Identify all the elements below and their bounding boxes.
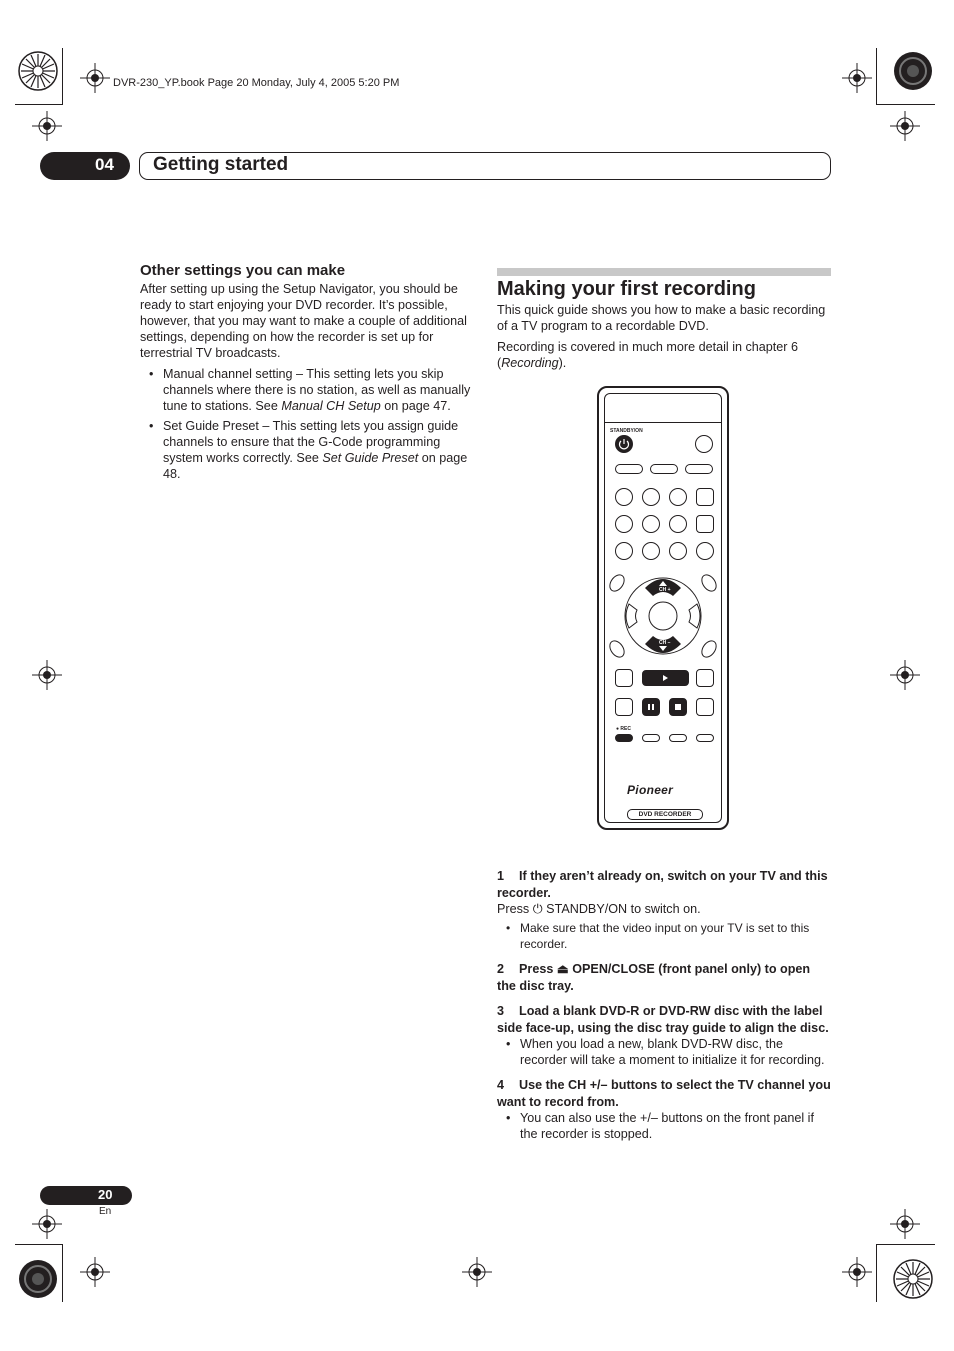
crosshair-icon	[32, 1209, 62, 1239]
list-item: • You can also use the +/– buttons on the front panel if the recorder is stopped.	[497, 1110, 831, 1142]
remote-control-illustration	[597, 386, 729, 830]
chapter-number: 04	[95, 155, 114, 174]
crosshair-icon	[890, 660, 920, 690]
power-icon	[615, 435, 633, 453]
crosshair-icon	[890, 1209, 920, 1239]
pause-icon	[642, 698, 660, 716]
page-tab	[40, 1186, 132, 1205]
list-item: • Set Guide Preset – This setting lets you assign guide channels to ensure that the G-Code programming system works correctly. See Set Guide Preset on page 48.	[140, 418, 472, 482]
intro-paragraph: This quick guide shows you how to make a basic recording of a TV program to a recordable DVD.	[497, 303, 826, 333]
registration-mark-icon	[17, 1258, 59, 1300]
registration-mark-icon	[892, 1258, 934, 1300]
power-icon: ⏻	[532, 902, 543, 916]
ch-plus-label: CH +	[659, 587, 671, 593]
step-4: 4 Use the CH +/– buttons to select the TV channel you want to record from.	[497, 1078, 831, 1109]
crosshair-icon	[842, 1257, 872, 1287]
crosshair-icon	[842, 63, 872, 93]
crosshair-icon	[32, 660, 62, 690]
registration-mark-icon	[892, 50, 934, 92]
crosshair-icon	[80, 63, 110, 93]
crosshair-icon	[890, 111, 920, 141]
registration-mark-icon	[17, 50, 59, 92]
rec-icon	[615, 734, 633, 742]
section-heading: Making your first recording	[497, 278, 756, 300]
crosshair-icon	[32, 111, 62, 141]
navigation-pad-icon	[607, 568, 719, 664]
step-1-instruction: Press ⏻ STANDBY/ON to switch on.	[497, 902, 701, 916]
pioneer-logo: Pioneer	[627, 783, 674, 797]
cross-reference: Manual CH Setup	[281, 399, 381, 413]
step-1: 1 If they aren’t already on, switch on your TV and this recorder.	[497, 869, 828, 900]
page-number: 20	[98, 1187, 113, 1202]
intro-paragraph: After setting up using the Setup Navigator, you should be ready to start enjoying your DVD recorder. It’s possible, however, that you may want to make a couple of additional settings, depending on how the recorder is set up for terrestrial TV broadcasts.	[140, 282, 467, 360]
play-icon	[642, 670, 689, 686]
standby-label: STANDBY/ON	[610, 428, 643, 434]
list-item: • Manual channel setting – This setting lets you skip channels where there is no station, as well as manually tune to stations. See Manual CH Setup on page 47.	[140, 366, 472, 414]
cross-reference: Recording	[501, 356, 559, 370]
model-label: DVD RECORDER	[627, 809, 703, 820]
left-column	[140, 262, 472, 482]
ch-minus-label: CH –	[659, 640, 671, 646]
section-heading: Other settings you can make	[140, 262, 346, 279]
rec-label: ● REC	[616, 726, 631, 732]
step-3: 3 Load a blank DVD-R or DVD-RW disc with the label side face-up, using the disc tray guide to align the disc.	[497, 1004, 829, 1035]
file-header: DVR-230_YP.book Page 20 Monday, July 4, 2005 5:20 PM	[113, 77, 400, 89]
crosshair-icon	[462, 1257, 492, 1287]
crosshair-icon	[80, 1257, 110, 1287]
eject-icon: ⏏	[556, 962, 569, 976]
section-rule	[497, 268, 831, 276]
list-item: • When you load a new, blank DVD-RW disc, the recorder will take a moment to initialize it for recording.	[497, 1036, 831, 1068]
cross-reference: Set Guide Preset	[322, 451, 419, 465]
list-item: • Make sure that the video input on your TV is set to this recorder.	[497, 920, 831, 952]
step-2: 2 Press ⏏ OPEN/CLOSE (front panel only) to open the disc tray.	[497, 962, 811, 993]
chapter-tab	[40, 152, 130, 180]
language-label: En	[99, 1206, 112, 1217]
chapter-title: Getting started	[153, 154, 289, 175]
stop-icon	[669, 698, 687, 716]
reference-paragraph: Recording is covered in much more detail in chapter 6 (Recording).	[497, 340, 799, 370]
steps	[497, 868, 831, 1142]
